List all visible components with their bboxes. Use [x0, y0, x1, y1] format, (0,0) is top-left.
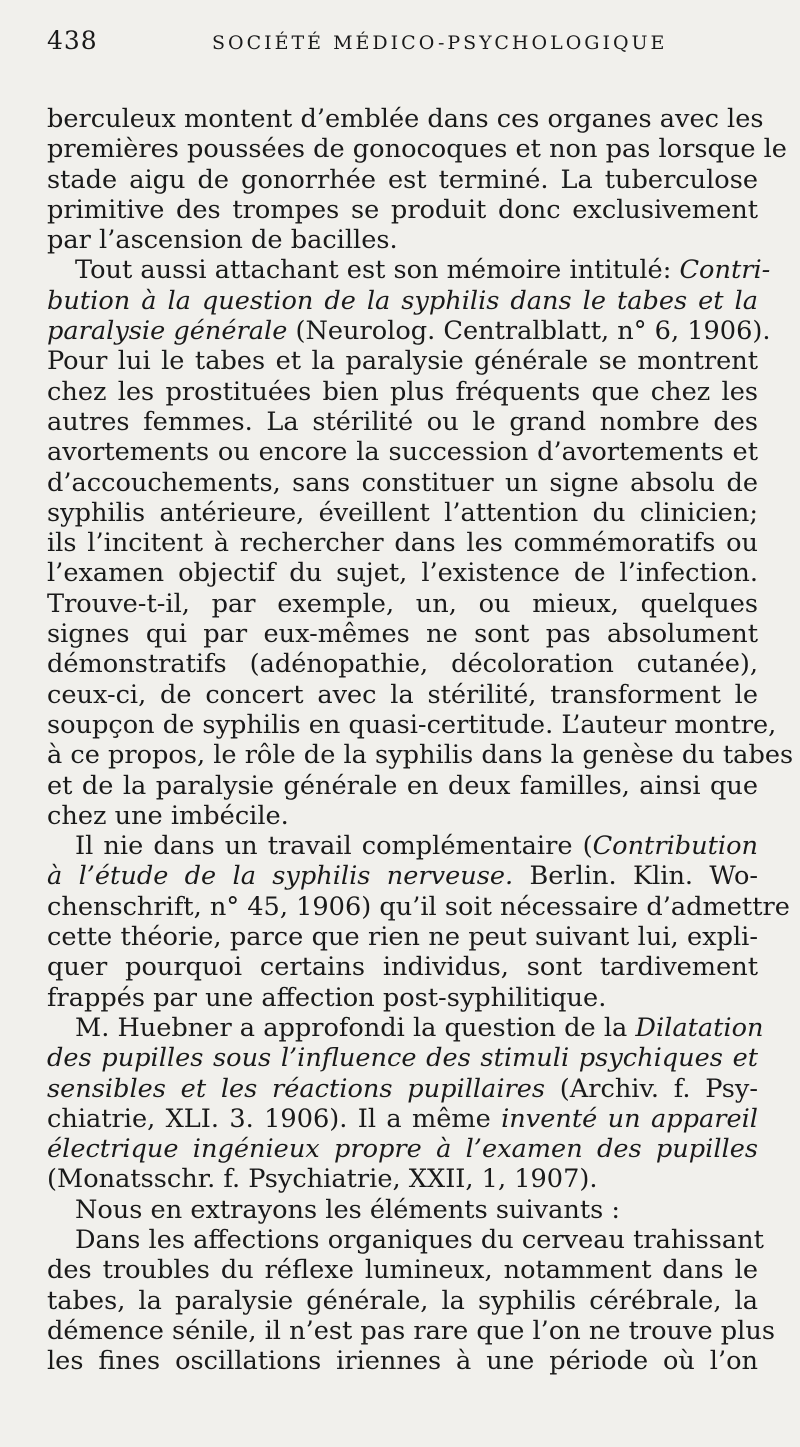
text-line — [47, 558, 758, 588]
line-text: Trouve-t-il, par exemple, un, ou mieux, quelques — [47, 588, 758, 619]
page-header — [47, 26, 758, 62]
text-line — [47, 1043, 758, 1073]
running-head: SOCIÉTÉ MÉDICO-PSYCHOLOGIQUE — [212, 32, 668, 54]
line-text: d’accouchements, sans constituer un signe absolu de — [47, 467, 758, 498]
line-text: des troubles du réflexe lumineux, notamment dans le — [47, 1255, 758, 1286]
line-text: Il nie dans un travail complémentaire ( — [75, 831, 593, 862]
line-text: à ce propos, le rôle de la syphilis dans la genèse du tabes — [47, 740, 794, 771]
line-text: soupçon de syphilis en quasi-certitude. L’auteur montre, — [47, 709, 777, 740]
text-line — [47, 801, 758, 831]
text-line — [47, 225, 758, 255]
text-line — [47, 589, 758, 619]
line-text: autres femmes. La stérilité ou le grand nombre des — [47, 406, 758, 437]
text-line — [47, 437, 758, 467]
text-line — [47, 316, 771, 347]
text-line — [47, 680, 758, 710]
page-number: 438 — [47, 26, 98, 55]
text-line — [47, 165, 758, 195]
line-text: les fines oscillations iriennes à une période où l’on — [47, 1346, 758, 1377]
line-text: l’examen objectif du sujet, l’existence de l’infection. — [47, 558, 758, 589]
text-line — [47, 922, 758, 952]
text-line — [47, 1255, 758, 1285]
text-line — [47, 1104, 758, 1134]
text-line — [47, 983, 758, 1013]
text-line — [47, 1315, 775, 1346]
text-line — [47, 468, 758, 498]
line-text: primitive des trompes se produit donc exclusivement — [47, 194, 758, 225]
text-line — [47, 709, 777, 740]
text-line — [47, 619, 758, 649]
line-text: Berlin. Klin. Wo- — [529, 861, 759, 892]
text-line — [47, 195, 758, 225]
line-text: ceux-ci, de concert avec la stérilité, transforment le — [47, 679, 758, 710]
line-italic-text: des pupilles sous l’influence des stimuli psychiques et — [47, 1043, 758, 1074]
text-line — [47, 1286, 758, 1316]
line-text: Dans les affections organiques du cerveau trahissant — [75, 1224, 764, 1255]
text-line — [47, 1346, 758, 1376]
text-line — [47, 831, 758, 861]
text-line — [47, 104, 764, 134]
line-text: (Neurolog. Centralblatt, n° 6, 1906). — [295, 316, 771, 347]
line-text: Tout aussi attachant est son mémoire intitulé: — [75, 255, 672, 286]
line-italic-text: sensibles et les réactions pupillaires — [47, 1073, 546, 1104]
text-line — [47, 1134, 758, 1164]
text-line — [47, 891, 790, 922]
text-line — [47, 952, 758, 982]
line-italic-text: électrique ingénieux propre à l’examen des pupilles — [47, 1134, 758, 1165]
text-line — [47, 286, 758, 316]
text-line — [47, 346, 758, 376]
line-italic-text: Contri- — [679, 255, 771, 286]
text-line — [47, 498, 758, 528]
line-text: chenschrift, n° 45, 1906) qu’il soit nécessaire d’admettre — [47, 891, 790, 922]
text-line — [47, 255, 771, 286]
line-text: Nous en extrayons les éléments suivants : — [75, 1194, 621, 1225]
line-text: par l’ascension de bacilles. — [47, 225, 398, 256]
line-italic-text: Dilatation — [635, 1012, 764, 1043]
text-line — [47, 528, 758, 558]
text-line — [47, 740, 794, 771]
text-line — [47, 771, 758, 801]
text-line — [47, 1074, 758, 1104]
line-italic-text: paralysie générale — [47, 316, 288, 347]
line-text: frappés par une affection post-syphilitique. — [47, 982, 607, 1013]
line-text: avortements ou encore la succession d’avortements et — [47, 437, 758, 468]
line-text: M. Huebner a approfondi la question de la — [75, 1012, 628, 1043]
text-line — [47, 1012, 764, 1043]
line-text: signes qui par eux-mêmes ne sont pas absolument — [47, 619, 758, 650]
line-text: premières poussées de gonocoques et non pas lorsque le — [47, 134, 787, 165]
line-italic-text: à l’étude de la syphilis nerveuse. — [47, 861, 514, 892]
line-text: cette théorie, parce que rien ne peut suivant lui, expli- — [47, 922, 758, 953]
line-italic-text: Contribution — [592, 831, 758, 862]
line-italic-text: inventé un appareil — [501, 1103, 758, 1134]
line-text: quer pourquoi certains individus, sont tardivement — [47, 952, 758, 983]
line-text: Pour lui le tabes et la paralysie générale se montrent — [47, 346, 758, 377]
line-text: syphilis antérieure, éveillent l’attention du clinicien; — [47, 497, 758, 528]
line-text: chiatrie, XLI. 3. 1906). Il a même — [47, 1103, 491, 1134]
text-line — [47, 377, 758, 407]
line-italic-text: bution à la question de la syphilis dans le tabes et la — [47, 285, 758, 316]
line-text: berculeux montent d’emblée dans ces organes avec les — [47, 104, 764, 134]
text-line — [47, 407, 758, 437]
text-line — [47, 861, 758, 891]
line-text: (Monatsschr. f. Psychiatrie, XXII, 1, 1907). — [47, 1164, 598, 1195]
line-text: tabes, la paralysie générale, la syphilis cérébrale, la — [47, 1285, 758, 1316]
line-text: démonstratifs (adénopathie, décoloration cutanée), — [47, 649, 758, 680]
text-line — [47, 1164, 758, 1194]
line-text: démence sénile, il n’est pas rare que l’on ne trouve plus — [47, 1315, 775, 1346]
line-text: chez les prostituées bien plus fréquents que chez les — [47, 376, 758, 407]
line-text: chez une imbécile. — [47, 800, 289, 831]
line-text: et de la paralysie générale en deux familles, ainsi que — [47, 770, 758, 801]
text-line — [47, 1224, 764, 1255]
text-line — [47, 649, 758, 679]
text-line — [47, 1195, 758, 1225]
text-line — [47, 134, 787, 165]
line-text: (Archiv. f. Psy- — [559, 1073, 758, 1104]
body-text — [47, 104, 794, 1377]
line-text: stade aigu de gonorrhée est terminé. La tuberculose — [47, 164, 758, 195]
line-text: ils l’incitent à rechercher dans les commémoratifs ou — [47, 528, 758, 559]
